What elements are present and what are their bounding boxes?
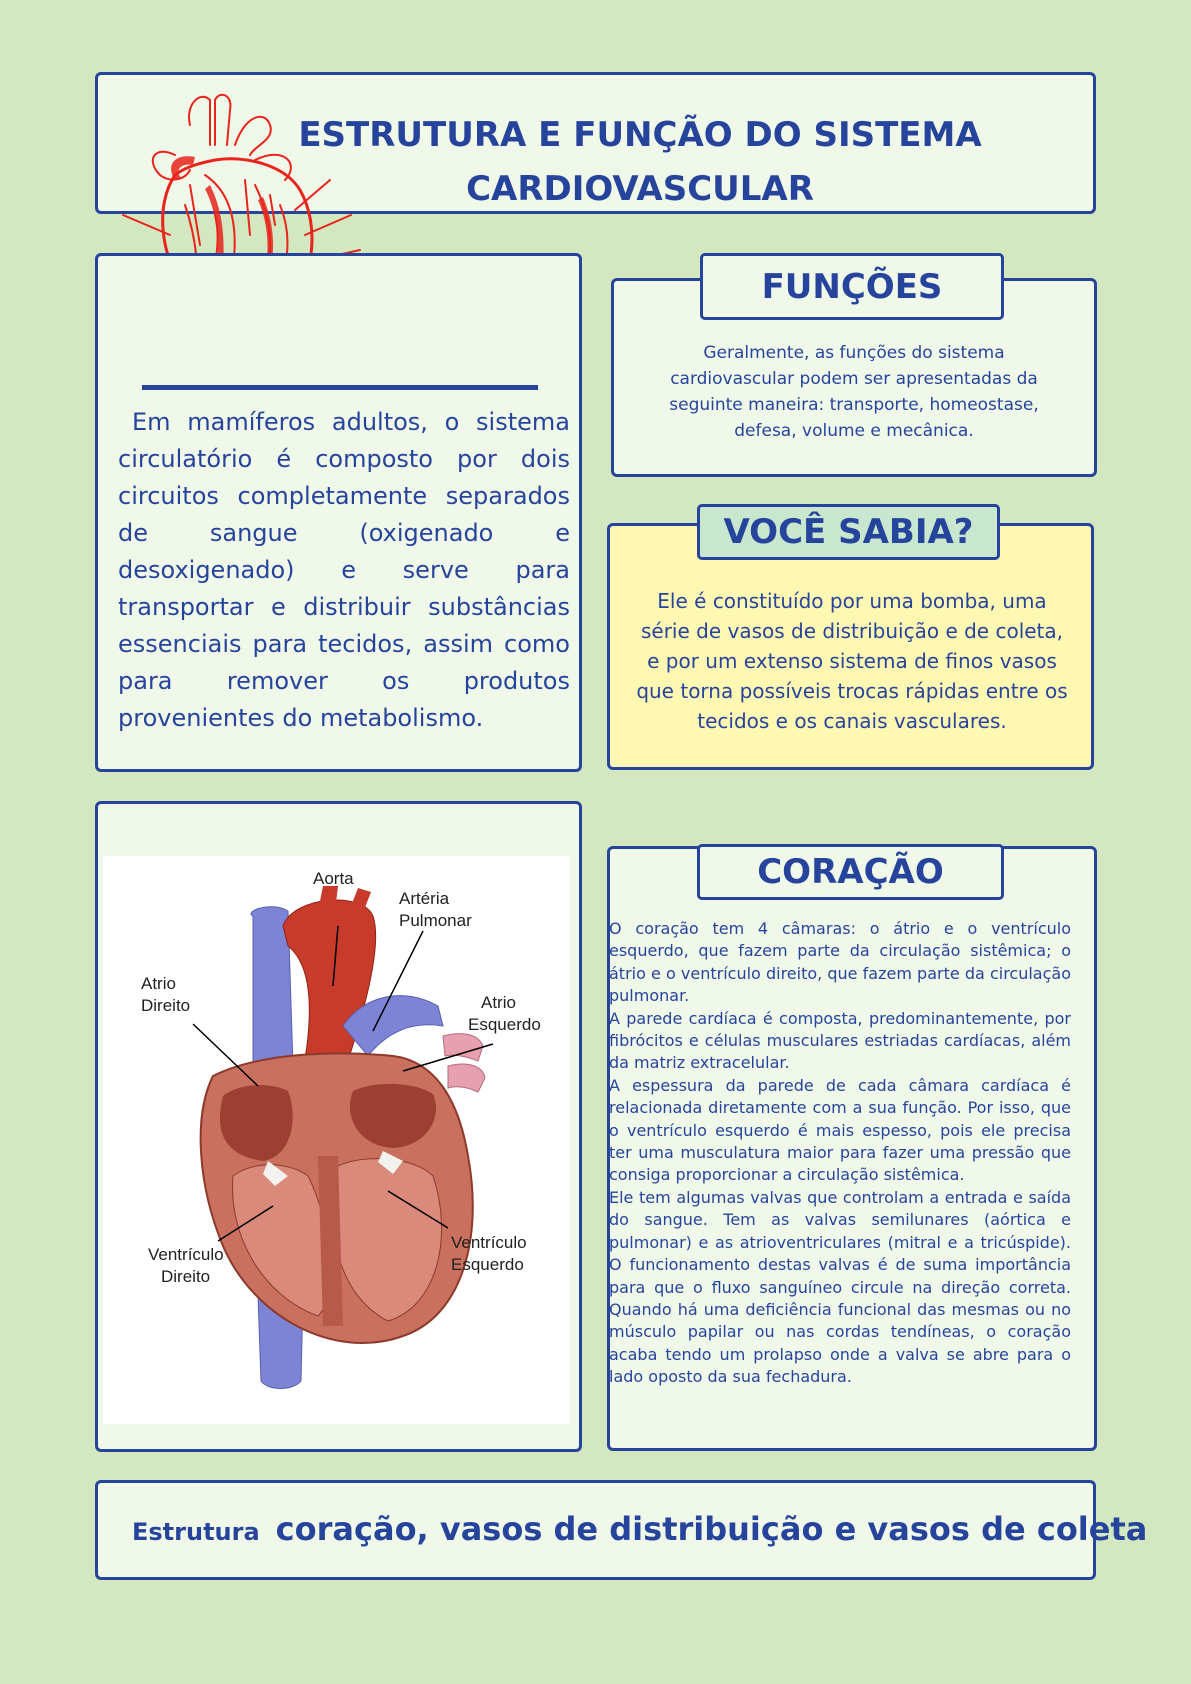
intro-text: Em mamíferos adultos, o sistema circulatório é composto por dois circuitos completamente separados de sangue (oxigenado e desoxigenado) e serve para transportar e distribuir substâncias essenciais para tecidos, assim como para remover os produtos provenientes do metabolismo. <box>118 408 570 732</box>
label-pulmonary-artery: Artéria Pulmonar <box>399 889 472 930</box>
voce-sabia-text: Ele é constituído por uma bomba, uma série de vasos de distribuição e de coleta, e por um extenso sistema de finos vasos que torna possíveis trocas rápidas entre os tecidos e os canais vasculares. <box>636 589 1068 733</box>
divider <box>142 385 538 390</box>
label-aorta: Aorta <box>313 869 354 888</box>
label-right-atrium: Atrio Direito <box>141 974 191 1015</box>
estrutura-line <box>132 1510 1148 1548</box>
coracao-paragraph: Ele tem algumas valvas que controlam a entrada e saída do sangue. Tem as valvas semilunares (aórtica e pulmonar) e as atrioventriculares (mitral e a tricúspide). O funcionamento destas valvas é de suma importância para que o fluxo sanguíneo circule na direção correta. Quando há uma deficiência funcional das mesmas ou no músculo papilar ou nas cordas tendíneas, o coração acaba tendo um prolapso onde a valva se abre para o lado oposto da sua fechadura. <box>609 1187 1071 1387</box>
coracao-paragraph: A espessura da parede de cada câmara cardíaca é relacionada diretamente com a sua função. Por isso, que o ventrículo esquerdo é mais espesso, pois ele precisa ter uma musculatura maior para fazer uma pressão que consiga proporcionar a circulação sistêmica. <box>609 1075 1071 1185</box>
coracao-text <box>609 918 1071 1389</box>
funcoes-text: Geralmente, as funções do sistema cardiovascular podem ser apresentadas da seguinte maneira: transporte, homeostase, defesa, volume e mecânica. <box>669 343 1039 441</box>
label-left-atrium: Atrio Esquerdo <box>468 993 541 1034</box>
heart-diagram <box>103 856 570 1424</box>
estrutura-label: Estrutura <box>132 1518 260 1546</box>
label-right-ventricle: Ventrículo Direito <box>148 1245 224 1286</box>
label-left-ventricle: Ventrículo Esquerdo <box>451 1233 527 1274</box>
estrutura-value: coração, vasos de distribuição e vasos de coleta <box>275 1510 1148 1548</box>
coracao-paragraph: O coração tem 4 câmaras: o átrio e o ventrículo esquerdo, que fazem parte da circulação sistêmica; o átrio e o ventrículo direito, que fazem parte da circulação pulmonar. <box>609 919 1071 1006</box>
page-title: ESTRUTURA E FUNÇÃO DO SISTEMA CARDIOVASCULAR <box>298 115 982 209</box>
coracao-heading: CORAÇÃO <box>697 844 1004 900</box>
funcoes-heading: FUNÇÕES <box>700 253 1004 320</box>
voce-sabia-heading: VOCÊ SABIA? <box>697 504 1000 560</box>
coracao-paragraph: A parede cardíaca é composta, predominantemente, por fibrócitos e células musculares estriadas cardíacas, além da matriz extracelular. <box>609 1008 1071 1073</box>
